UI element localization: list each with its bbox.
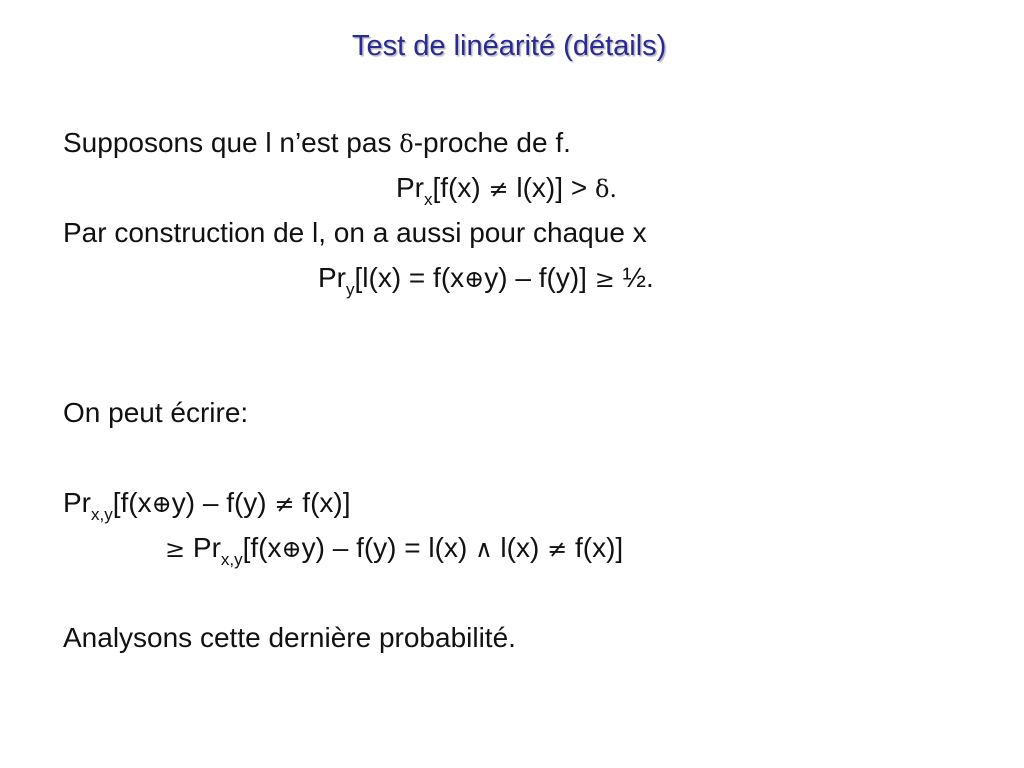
text-line-on-peut-ecrire: [63, 396, 248, 430]
text-line-construction: [63, 216, 647, 250]
not-equal-symbol: ≠: [488, 175, 509, 203]
formula-line-pry: [318, 261, 654, 299]
text-segment: Pr: [396, 172, 424, 203]
text-segment: ½.: [614, 262, 654, 293]
text-segment: [l(x) = f(x: [354, 262, 465, 293]
formula-line-inequality: [165, 531, 623, 569]
xor-symbol: ⊕: [151, 490, 172, 518]
greater-equal-symbol: ≥: [594, 265, 615, 293]
delta-symbol: δ.: [594, 175, 618, 203]
not-equal-symbol: ≠: [274, 490, 295, 518]
formula-line-prxy: [63, 486, 351, 524]
subscript: x,y: [91, 505, 113, 524]
xor-symbol: ⊕: [281, 535, 302, 563]
text-segment: l(x)] >: [508, 172, 595, 203]
text-segment: Supposons que l n’est pas: [63, 127, 400, 158]
delta-symbol: δ: [399, 130, 414, 158]
text-segment: [f(x): [432, 172, 489, 203]
subscript: x,y: [220, 550, 243, 569]
text-line-hypothesis: [63, 126, 571, 161]
text-segment: y) – f(y) = l(x): [301, 532, 476, 563]
text-segment: f(x)]: [294, 487, 351, 518]
text-segment: Pr: [63, 487, 91, 518]
text-segment: y) – f(y): [171, 487, 275, 518]
text-segment: -proche de f.: [413, 127, 571, 158]
text-segment: f(x)]: [567, 532, 624, 563]
text-segment: Pr: [318, 262, 346, 293]
logical-and-symbol: ∧: [475, 535, 493, 563]
text-segment: Analysons cette dernière probabilité.: [63, 622, 516, 653]
greater-equal-symbol: ≥: [165, 535, 186, 563]
subscript: y: [346, 280, 355, 299]
text-segment: On peut écrire:: [63, 397, 249, 428]
subscript: x: [424, 190, 433, 209]
xor-symbol: ⊕: [464, 265, 485, 293]
formula-line-prx: [396, 171, 617, 209]
text-segment: l(x): [492, 532, 548, 563]
not-equal-symbol: ≠: [547, 535, 568, 563]
slide-title: Test de linéarité (détails): [352, 30, 667, 62]
text-segment: y) – f(y)]: [484, 262, 595, 293]
text-segment: [f(x: [242, 532, 282, 563]
text-line-analysons: [63, 621, 516, 655]
text-segment: [f(x: [112, 487, 152, 518]
text-segment: Par construction de l, on a aussi pour chaque x: [63, 217, 647, 248]
text-segment: Pr: [185, 532, 221, 563]
